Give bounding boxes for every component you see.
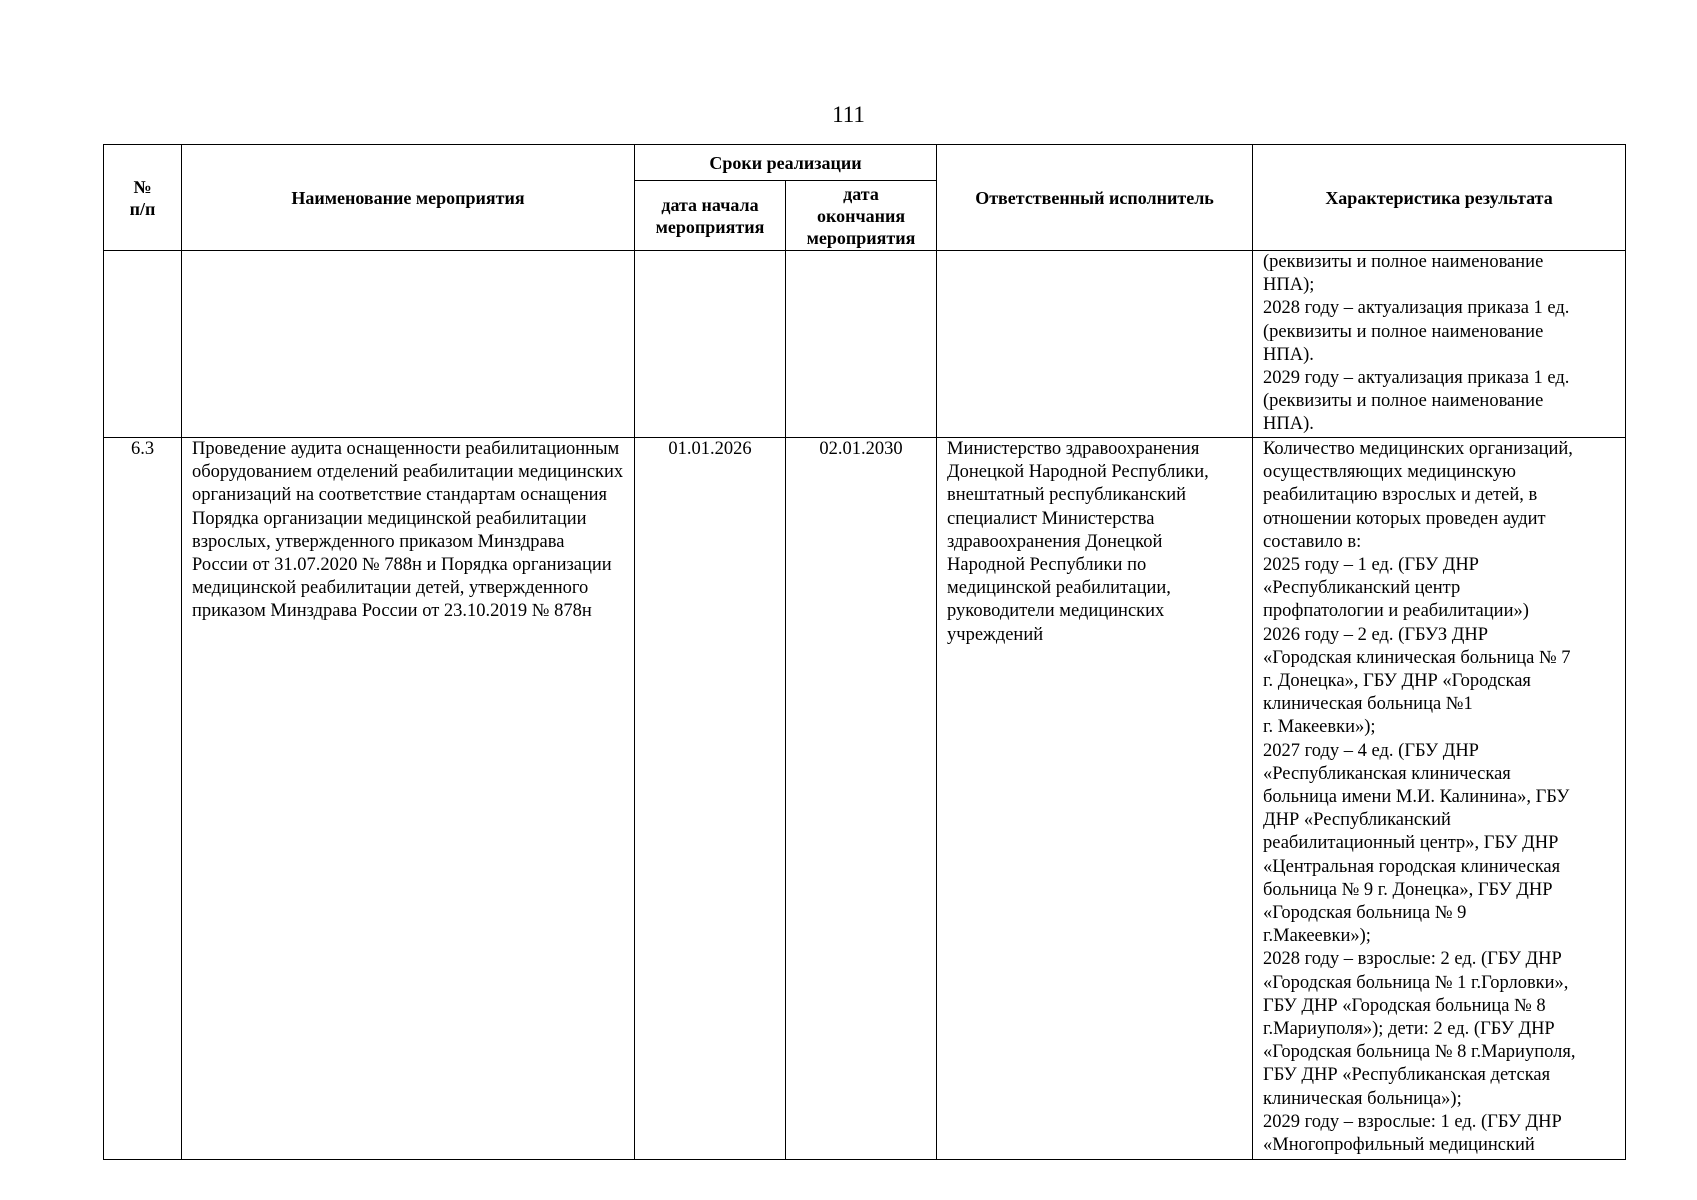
result-line: профпатологии и реабилитации») [1263, 601, 1529, 622]
result-line: г.Мариуполя»); дети: 2 ед. (ГБУ ДНР [1263, 1019, 1555, 1040]
header-start-date: дата начала мероприятия [635, 181, 786, 251]
result-line: (реквизиты и полное наименование [1263, 252, 1544, 272]
cell-num [104, 251, 182, 438]
header-end-date: дата окончания мероприятия [786, 181, 937, 251]
result-line: «Городская больница № 8 г.Мариуполя, [1263, 1042, 1576, 1063]
cell-start [635, 251, 786, 438]
result-line: (реквизиты и полное наименование [1263, 391, 1544, 412]
header-executor: Ответственный исполнитель [937, 145, 1253, 251]
result-line: ДНР «Республиканский [1263, 810, 1451, 831]
result-line: НПА). [1263, 414, 1314, 435]
result-line: ГБУ ДНР «Городская больница № 8 [1263, 995, 1546, 1016]
result-line: «Многопрофильный медицинский [1263, 1135, 1535, 1156]
result-line: 2025 году – 1 ед. (ГБУ ДНР [1263, 555, 1479, 576]
result-line: реабилитационный центр», ГБУ ДНР [1263, 833, 1559, 854]
result-line: «Республиканская клиническая [1263, 763, 1511, 784]
header-terms: Сроки реализации [635, 145, 937, 181]
cell-start: 01.01.2026 [635, 438, 786, 1160]
result-line: клиническая больница»); [1263, 1088, 1462, 1109]
result-line: ГБУ ДНР «Республиканская детская [1263, 1065, 1551, 1086]
result-line: 2029 году – актуализация приказа 1 ед. [1263, 368, 1570, 389]
header-name: Наименование мероприятия [182, 145, 635, 251]
result-line: отношении которых проведен аудит [1263, 508, 1546, 529]
result-line: г. Донецка», ГБУ ДНР «Городская [1263, 671, 1531, 692]
result-line: «Городская больница № 1 г.Горловки», [1263, 972, 1569, 993]
result-line: г.Макеевки»); [1263, 926, 1371, 947]
result-line: больница имени М.И. Калинина», ГБУ [1263, 787, 1570, 808]
table-row [104, 438, 1626, 1160]
cell-end: 02.01.2030 [786, 438, 937, 1160]
result-line: «Городская больница № 9 [1263, 903, 1467, 924]
header-num: № п/п [104, 145, 182, 251]
result-line: 2028 году – актуализация приказа 1 ед. [1263, 298, 1570, 319]
result-line: клиническая больница №1 [1263, 694, 1473, 715]
cell-name: Проведение аудита оснащенности реабилитационным оборудованием отделений реабилитации медицинских организаций на соответствие стандартам оснащения Порядка организации медицинской реабилитации взрослых, утвержденного приказом Минздрава России от 31.07.2020 № 788н и Порядка организации медицинской реабилитации детей, утвержденного приказом Минздрава России от 23.10.2019 № 878н [182, 438, 635, 1160]
header-row-top [104, 145, 1626, 181]
result-line: НПА). [1263, 344, 1314, 365]
activities-table [103, 144, 1626, 1160]
result-line: осуществляющих медицинскую [1263, 462, 1516, 483]
result-line: 2029 году – взрослые: 1 ед. (ГБУ ДНР [1263, 1111, 1562, 1132]
result-line: реабилитацию взрослых и детей, в [1263, 485, 1538, 506]
result-line: 2026 году – 2 ед. (ГБУЗ ДНР [1263, 624, 1488, 645]
result-line: «Центральная городская клиническая [1263, 856, 1561, 877]
cell-executor: Министерство здравоохранения Донецкой Народной Республики, внештатный республиканский специалист Министерства здравоохранения Донецкой Народной Республики по медицинской реабилитации, руководители медицинских учреждений [937, 438, 1253, 1160]
cell-executor [937, 251, 1253, 438]
result-line: г. Макеевки»); [1263, 717, 1376, 738]
result-line: 2027 году – 4 ед. (ГБУ ДНР [1263, 740, 1479, 761]
result-line: больница № 9 г. Донецка», ГБУ ДНР [1263, 879, 1553, 900]
header-result: Характеристика результата [1253, 145, 1626, 251]
cell-result [1253, 251, 1626, 438]
result-line: Количество медицинских организаций, [1263, 439, 1573, 459]
page-number: 111 [832, 102, 865, 127]
result-line: (реквизиты и полное наименование [1263, 321, 1544, 342]
result-line: НПА); [1263, 275, 1315, 296]
result-line: «Республиканский центр [1263, 578, 1461, 599]
cell-result [1253, 438, 1626, 1160]
result-line: составило в: [1263, 531, 1362, 552]
table-row [104, 251, 1626, 438]
result-line: 2028 году – взрослые: 2 ед. (ГБУ ДНР [1263, 949, 1562, 970]
result-line: «Городская клиническая больница № 7 [1263, 647, 1571, 668]
cell-name [182, 251, 635, 438]
cell-end [786, 251, 937, 438]
cell-num: 6.3 [104, 438, 182, 1160]
